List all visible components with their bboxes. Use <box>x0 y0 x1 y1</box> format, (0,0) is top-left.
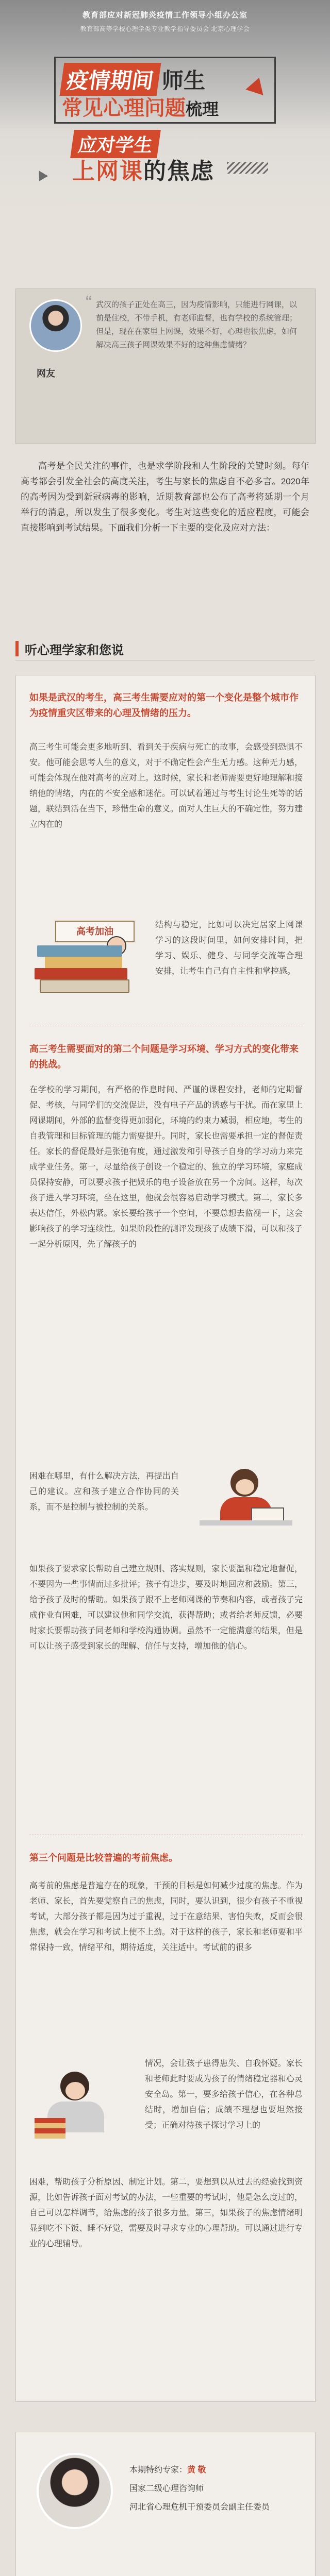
expert-card <box>15 2432 316 2576</box>
sign-text: 高考加油 <box>55 921 135 942</box>
desk-icon <box>200 1520 292 1526</box>
illustration-student-studying <box>29 2061 133 2144</box>
decorative-stripes <box>227 162 268 174</box>
subtitle-part-1: 应对学生 <box>70 130 161 158</box>
title-part-4: 梳理 <box>186 100 219 118</box>
paragraph-3b: 情况，会让孩子患得患失、自我怀疑。家长和老师此时要成为孩子的情绪稳定器和心灵安全岛。第一，要多给孩子信心，在各种总结时，增加自信；成绩不理想也要坦然接受；正确对待孩子探讨学习上的 <box>145 2059 303 2130</box>
book-stack-icon <box>35 2118 65 2139</box>
header-banner <box>0 0 330 216</box>
expert-title-2: 河北省心理危机干预委员会副主任委员 <box>129 2503 270 2512</box>
avatar <box>29 299 82 352</box>
paragraph-2a: 在学校的学习期间，有严格的作息时间、严谨的课程安排，老师的定期督促、考核，与同学们的交流促进，没有电子产品的诱惑与干扰。而在家里上网课期间，外部的监督变得更加弱化，环境的约束力减弱，相应地，考生的自我管理和目标管理的能力需要提升。同时，家长也需要承担一定的督促责任。家长的督促最好是张弛有度，通过激发和引导孩子自身的学习动力来完成学业任务。第一，尽量给孩子创设一个稳定的、独立的学习环境，家庭成员保持安静，可以要求孩子把娱乐的电子设备放在另一个房间。这样，每次孩子进入学习环境，坐在这里，他就会很容易启动学习模式。第二，家长多表达信任，外松内紧。家长要给孩子一个空间，不要总想去监视一下，这会影响孩子的学习连续性。如果阶段性的测评发现孩子成绩下滑，可以和孩子一起分析原因，先了解孩子的 <box>29 1086 303 1249</box>
student-face-icon <box>65 2082 85 2099</box>
quote-text: 武汉的孩子正处在高三，因为疫情影响，只能进行网课，以前是住校，不带手机，有老师监督，也有学校的系统管理；但是，现在在家里上网课，效果不好，心理也很焦虑，如何解决高三孩子网课效果不好的这种焦虑情绪？ <box>96 300 298 349</box>
section-bar-icon <box>15 641 19 656</box>
quote-author: 网友 <box>37 368 55 379</box>
decorative-triangle-icon <box>35 168 48 181</box>
org-line-2: 教育部高等学校心理学类专业教学指导委员会 北京心理学会 <box>80 25 250 32</box>
book-icon <box>35 968 127 979</box>
paragraph-2b: 困难在哪里，有什么解决方法，再提出自己的建议。应和孩子建立合作协同的关系，而不是控制与被控制的关系。 <box>29 1472 179 1512</box>
paragraph-3c: 困难，帮助孩子分析原因、制定计划。第二，要想到以从过去的经验找到资源，比如告诉孩子面对考试的办法，一些重要的考试时，他是怎么度过的，自己可以怎样调节，给焦虑的孩子很多力量。第三，如果孩子的焦虑情绪明显到吃不下饭、睡不好觉，需要及时寻求专业的心理帮助。可以通过进行专业的心理辅导。 <box>29 2178 303 2248</box>
question-card <box>15 289 316 444</box>
title-part-2: 师生 <box>162 69 206 93</box>
lead-2: 高三考生需要面对的第二个问题是学习环境、学习方式的变化带来的挑战。 <box>29 1044 299 1070</box>
illustration-books <box>29 918 143 1000</box>
content-card <box>15 675 316 2402</box>
subtitle-line-2 <box>72 152 214 185</box>
paragraph-2c: 如果孩子要求家长帮助自己建立规则、落实规则，家长要温和稳定地督促，不要因为一些事情而过多批评；孩子有进步，要及时地回应和鼓励。第三，给予孩子及时的帮助。如果孩子跟不上老师网课的节奏和内容，或者孩子完成作业有困难，可以建议他和同学交流，获得帮助；或者给老师反馈，必要时家长要帮助孩子同老师和学校沟通协调。虽然不一定能满意的结果，但是可以让孩子感受到家长的理解、信任与支持，增加他的信心。 <box>29 1565 303 1651</box>
section-heading <box>15 638 315 660</box>
subtitle-part-3: 的焦虑 <box>143 159 214 184</box>
student-face-icon <box>236 1479 254 1495</box>
paragraph-1a: 高三考生可能会更多地听到、看到关于疾病与死亡的故事，会感受到恐惧不安。他可能会思考人生的意义，对于不确定性会产生无力感。这种无力感，可能会体现在他对高考的应对上。这时候，家长和老师需要更好地理解和接纳他的情绪，内在的不安全感和迷茫。可以试着通过与考生讨论生死等的话题，联结到活在当下，珍惜生命的意义。面对人生巨大的不确定性，努力建立内在的 <box>29 743 303 829</box>
book-icon <box>37 945 122 957</box>
book-icon <box>45 957 122 968</box>
expert-title-1: 国家二级心理咨询师 <box>129 2484 204 2493</box>
expert-prefix: 本期特约专家： <box>129 2466 188 2475</box>
section-title: 听心理学家和您说 <box>25 643 124 657</box>
title-part-3: 常见心理问题 <box>62 97 186 120</box>
expert-name-line <box>129 2463 206 2478</box>
intro-paragraph: 高考是全民关注的事件，也是求学阶段和人生阶段的关键时刻。每年高考都会引发全社会的高度关注，考生与家长的焦虑自不必多言。2020年的高考因为受到新冠病毒的影响，近期教育部也公布了高考将延期一个月举行的消息，所以发生了很多变化。考生对这些变化的适应程度，可能会直接影响到考试结果。下面我们分析一下主要的变化及应对方法： <box>21 461 309 533</box>
org-line-1: 教育部应对新冠肺炎疫情工作领导小组办公室 <box>82 11 248 20</box>
title-line-2 <box>62 92 219 121</box>
expert-avatar <box>37 2453 113 2529</box>
subtitle-part-2: 上网课 <box>72 159 143 184</box>
title-part-1: 疫情期间 <box>60 63 161 96</box>
title-line-1 <box>62 63 205 96</box>
lead-1: 如果是武汉的考生，高三考生需要应对的第一个变化是整个城市作为疫情重灾区带来的心理及情绪的压力。 <box>29 692 299 718</box>
title-block <box>44 52 286 184</box>
expert-name: 黄 敬 <box>187 2466 206 2475</box>
paragraph-3a: 高考前的焦虑是普遍存在的现象，干预的目标是如何减少过度的焦虑。作为老师、家长，首先要觉察自己的焦虑，同时，要认识到，很少有孩子不重视考试，大部分孩子都是因为过于重视，过于在意结果、害怕失败，反而会很焦虑，就会在学习和考试上使不上劲。对于这样的孩子，家长和老师要和平常保持一致，情绪平和，期待适度，关注适中。考试前的很多 <box>29 1882 303 1952</box>
lead-3: 第三个问题是比较普遍的考前焦虑。 <box>29 1853 178 1863</box>
quote-mark-icon: “ <box>86 292 92 313</box>
book-icon <box>40 979 129 993</box>
illustration-student-reading <box>200 1459 303 1536</box>
paragraph-1b: 结构与稳定，比如可以决定居家上网课学习的这段时间里，如何安排时间，把学习、娱乐、健身、与同学交流等合理安排，让考生自己有自主性和掌控感。 <box>155 921 303 976</box>
